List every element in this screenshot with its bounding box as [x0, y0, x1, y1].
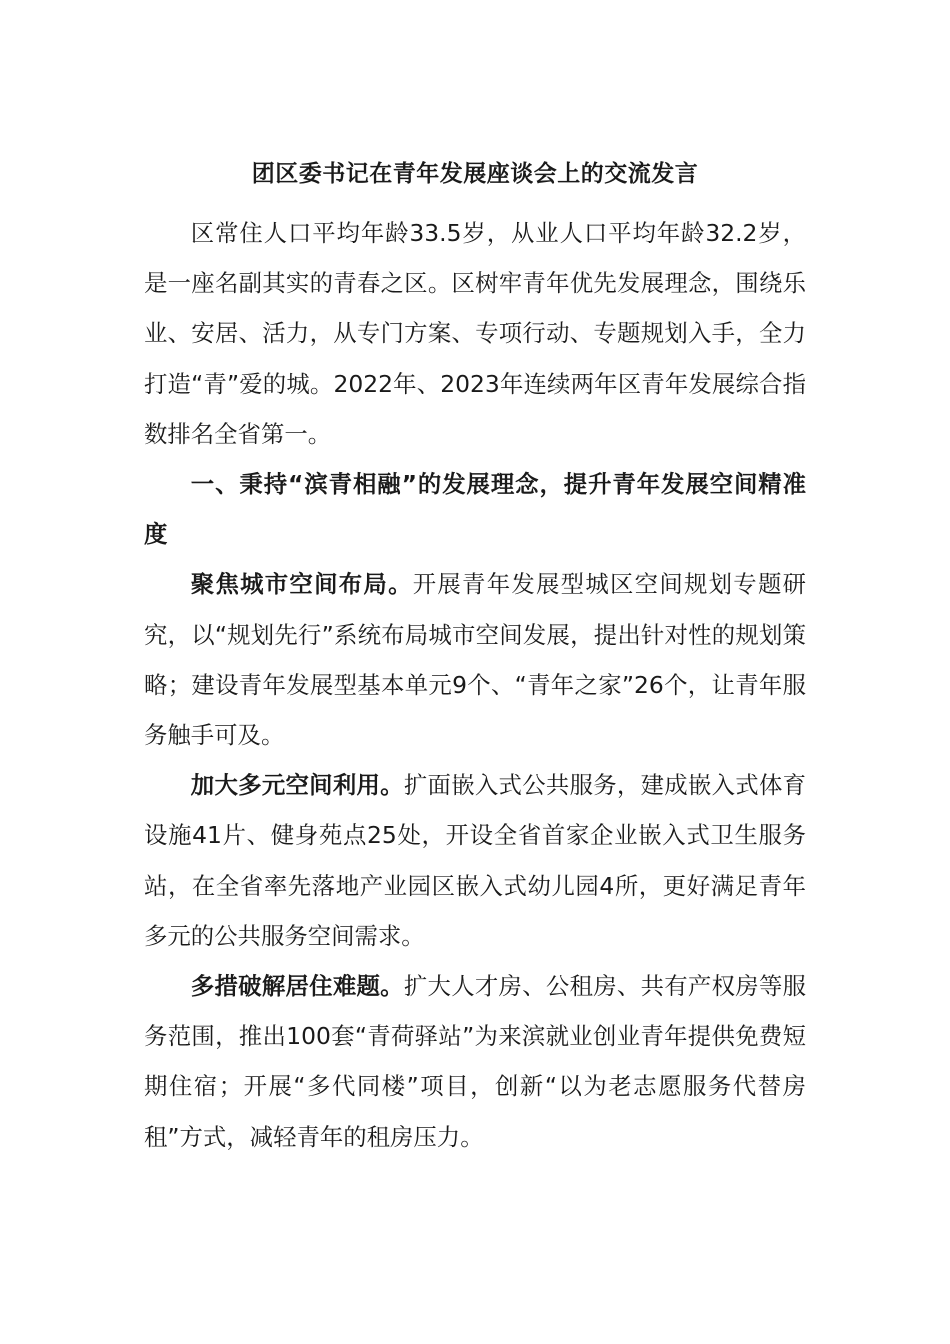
item-paragraph: [144, 961, 806, 1162]
item-text: 开展青年发展型城区空间规划专题研究，以“规划先行”系统布局城市空间发展，提出针对性的规划策略；建设青年发展型基本单元9个、“青年之家”26个，让青年服务触手可及。: [144, 570, 807, 750]
item-lead: 加大多元空间利用。: [190, 771, 404, 800]
item-lead: 多措破解居住难题。: [190, 972, 404, 1001]
document-body: [144, 152, 806, 1162]
item-paragraph: [144, 760, 806, 961]
item-text: 扩大人才房、公租房、共有产权房等服务范围，推出100套“青荷驿站”为来滨就业创业青年提供免费短期住宿；开展“多代同楼”项目，创新“以为老志愿服务代替房租”方式，减轻青年的租房压力。: [144, 972, 807, 1151]
document-title: 团区委书记在青年发展座谈会上的交流发言: [251, 161, 699, 187]
item-lead: 聚焦城市空间布局。: [190, 570, 413, 599]
intro-paragraph: 区常住人口平均年龄33.5岁，从业人口平均年龄32.2岁，是一座名副其实的青春之区。区树牢青年优先发展理念，围绕乐业、安居、活力，从专门方案、专项行动、专题规划入手，全力打造“青”爱的城。2022年、2023年连续两年区青年发展综合指数排名全省第一。: [144, 219, 806, 448]
item-text: 扩面嵌入式公共服务，建成嵌入式体育设施41片、健身苑点25处，开设全省首家企业嵌入式卫生服务站，在全省率先落地产业园区嵌入式幼儿园4所，更好满足青年多元的公共服务空间需求。: [144, 771, 807, 950]
section-heading: 一、秉持“滨青相融”的发展理念，提升青年发展空间精准度: [144, 470, 806, 549]
item-paragraph: [144, 559, 806, 760]
